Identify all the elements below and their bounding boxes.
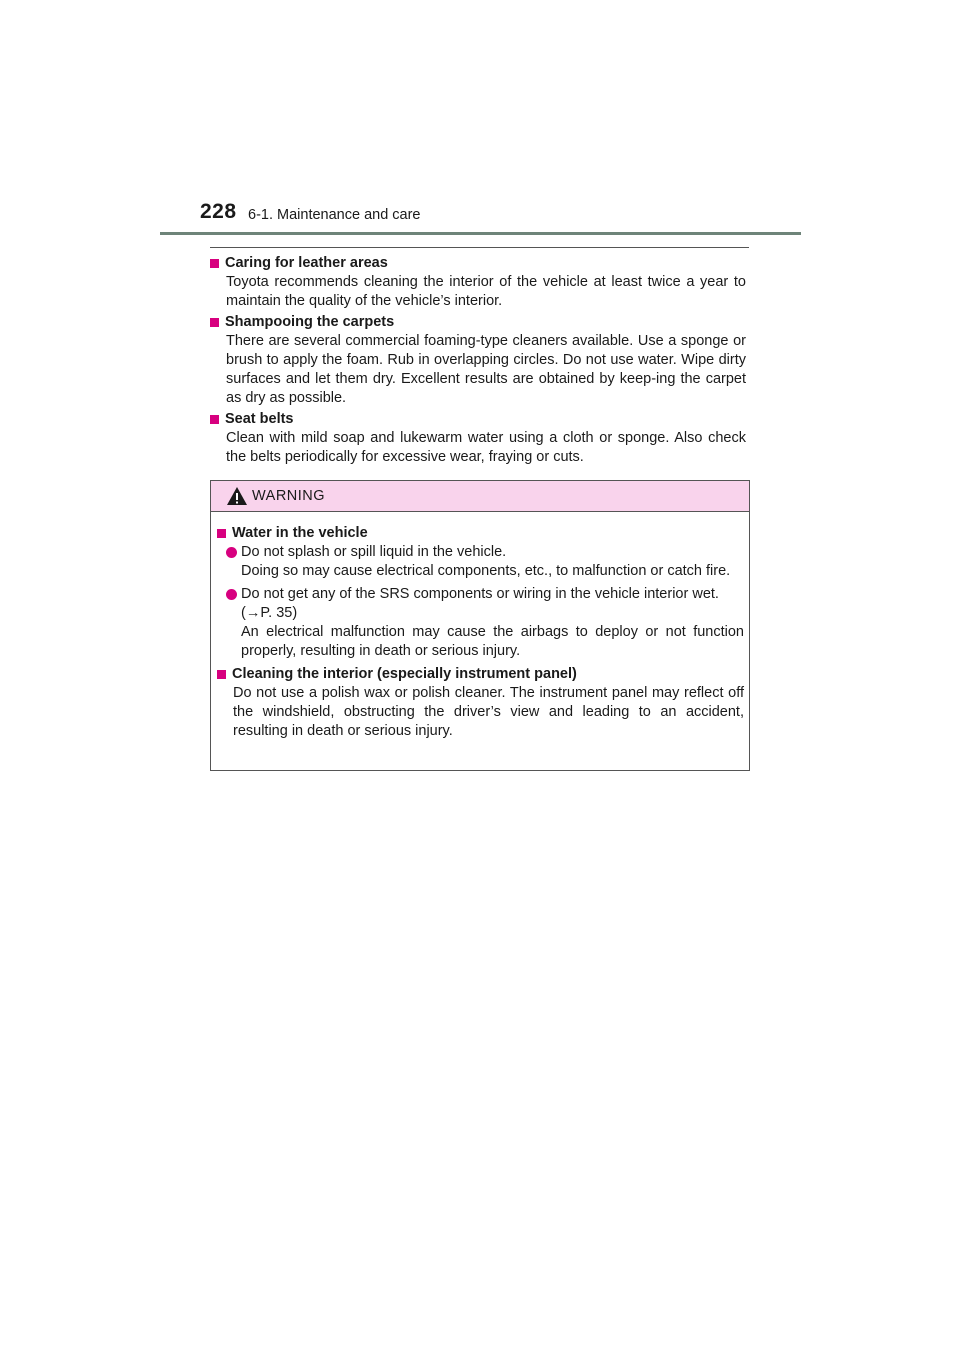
item-heading	[217, 665, 744, 684]
warning-item-interior-cleaning	[217, 665, 744, 741]
item-heading	[217, 524, 744, 543]
bullet-line: Do not splash or spill liquid in the vehicle.	[241, 544, 507, 560]
item-heading	[210, 313, 746, 332]
square-bullet-icon	[210, 415, 219, 424]
section-seat-belts	[210, 410, 746, 467]
item-heading	[210, 410, 746, 429]
header-rule	[160, 232, 801, 235]
item-title: Cleaning the interior (especially instrument panel)	[232, 666, 577, 682]
section-leather-care	[210, 254, 746, 311]
item-title: Caring for leather areas	[225, 255, 388, 271]
main-content	[210, 254, 746, 469]
round-bullet-icon	[226, 547, 237, 558]
item-title: Seat belts	[225, 411, 294, 427]
bullet-text	[241, 585, 744, 661]
warning-box	[210, 480, 750, 771]
list-item	[217, 543, 744, 581]
list-item	[217, 585, 744, 661]
bullet-line: Doing so may cause electrical components, etc., to malfunction or catch fire.	[241, 563, 731, 579]
item-body: Clean with mild soap and lukewarm water using a cloth or sponge. Also check the belts periodically for excessive wear, fraying or cuts.	[226, 430, 746, 465]
item-body: Do not use a polish wax or polish cleaner. The instrument panel may reflect off the windshield, obstructing the driver’s view and leading to an accident, resulting in death or serious injury.	[233, 685, 744, 739]
content-rule	[210, 247, 749, 248]
warning-item-water	[217, 524, 744, 661]
square-bullet-icon	[217, 529, 226, 538]
bullet-text	[241, 543, 744, 581]
page-number: 228	[200, 200, 237, 223]
item-title: Water in the vehicle	[232, 525, 368, 541]
square-bullet-icon	[210, 318, 219, 327]
square-bullet-icon	[210, 259, 219, 268]
page-reference: (→P. 35)	[241, 605, 298, 621]
item-title: Shampooing the carpets	[225, 314, 395, 330]
item-body: Toyota recommends cleaning the interior of the vehicle at least twice a year to maintain the quality of the vehicle’s interior.	[226, 274, 746, 309]
warning-triangle-icon	[226, 486, 248, 506]
section-title: 6-1. Maintenance and care	[248, 207, 421, 223]
round-bullet-icon	[226, 589, 237, 600]
bullet-line: An electrical malfunction may cause the airbags to deploy or not function properly, resulting in death or serious injury.	[241, 624, 744, 659]
warning-header	[211, 481, 749, 512]
bullet-line: Do not get any of the SRS components or wiring in the vehicle interior wet.	[241, 586, 719, 602]
item-body: There are several commercial foaming-type cleaners available. Use a sponge or brush to apply the foam. Rub in overlapping circles. Do not use water. Wipe dirty surfaces and let them dry. Excellent results are obtained by keep-ing the carpet as dry as possible.	[226, 333, 746, 406]
section-carpets	[210, 313, 746, 408]
square-bullet-icon	[217, 670, 226, 679]
warning-body	[211, 512, 749, 741]
warning-title: WARNING	[252, 488, 326, 504]
item-heading	[210, 254, 746, 273]
